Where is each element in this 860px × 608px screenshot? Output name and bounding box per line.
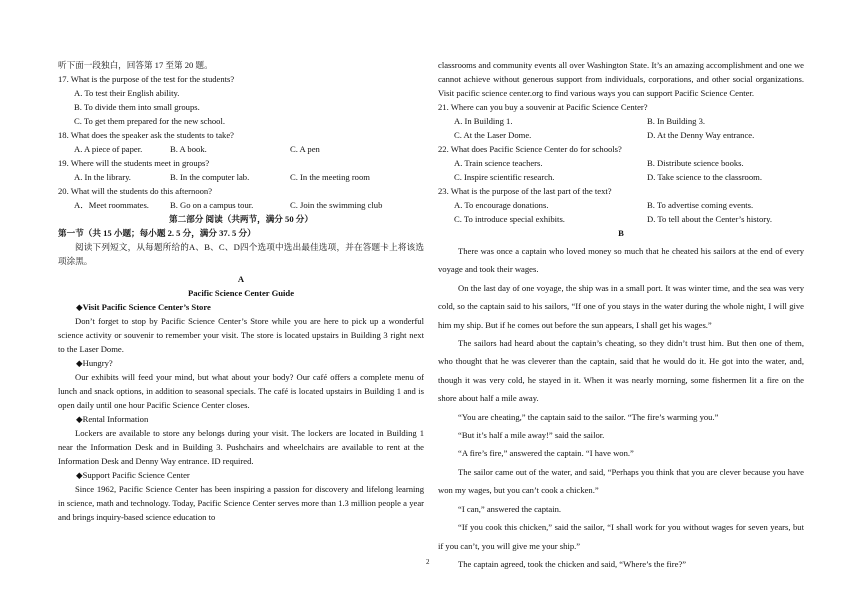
passage-b-letter: B: [618, 228, 624, 238]
store-heading: ◆Visit Pacific Science Center’s Store: [76, 302, 211, 312]
hungry-paragraph: Our exhibits will feed your mind, but what about your body? Our café offers a complete menu of lunch and snack options, in addition to seasonal specials. The café is located upstairs in Building 1 and is open daily until one hour Pacific Science Center closes.: [58, 372, 424, 410]
support-paragraph-continued: classrooms and community events all over Washington State. It’s an amazing accomplishment and one we cannot achieve without generous support from individuals, corporations, and other social organizations. Visit pacific science center.org to find various ways you can support Pacific Science Center.: [438, 60, 804, 98]
question-20-option-a: A．Meet roommates.: [74, 200, 149, 210]
question-19-option-b: B. In the computer lab.: [170, 172, 250, 182]
passage-b-paragraph-1: There was once a captain who loved money so much that he cheated his sailors at the end of every voyage and took their wages.: [438, 246, 804, 275]
question-22-option-d: D. Take science to the classroom.: [647, 172, 762, 182]
question-17-option-c: C. To get them prepared for the new school.: [74, 116, 226, 126]
passage-b-paragraph-7: The sailor came out of the water, and said, “Perhaps you think that you are clever because you have won my wages, but you can’t cook a chicken.”: [438, 466, 804, 496]
reading-instructions: 阅读下列短文，从每题所给的A、B、C、D四个选项中选出最佳选项，并在答题卡上将该选项涂黑。: [58, 242, 424, 266]
question-18-option-b: B. A book.: [170, 144, 207, 154]
page-number: 2: [426, 558, 430, 566]
rental-heading: ◆Rental Information: [76, 414, 149, 424]
rental-paragraph: Lockers are available to store any belongs during your visit. The lockers are located in Building 1 near the Information Desk and in Building 3. Pushchairs and wheelchairs are available to rent at the Information Desk and Denny Way entrance. ID required.: [58, 428, 424, 466]
store-paragraph: Don’t forget to stop by Pacific Science Center’s Store while you are here to pick up a wonderful science activity or souvenir to remember your visit. The store is located upstairs in Building 3 right next to the Laser Dome.: [58, 316, 424, 354]
left-column: [58, 58, 424, 524]
question-21-options-row-1: [438, 114, 804, 128]
hungry-heading: ◆Hungry?: [76, 358, 113, 368]
question-18-option-c: C. A pen: [290, 144, 320, 154]
passage-b-paragraph-3: The sailors had heard about the captain’s cheating, so they didn’t trust him. But then one of them, who thought that he was cleverer than the captain, said that he would do it. He got into the water, and, though it was very cold, he stayed in it. When it was nearly morning, some fishermen lit a fire on the shore about half a mile away.: [438, 338, 804, 404]
passage-b-paragraph-5: “But it’s half a mile away!” said the sailor.: [458, 430, 605, 441]
question-17-option-a: A. To test their English ability.: [74, 88, 180, 98]
question-21-option-b: B. In Building 3.: [647, 116, 706, 126]
support-heading: ◆Support Pacific Science Center: [76, 470, 190, 480]
question-22-option-c: C. Inspire scientific research.: [454, 172, 555, 182]
right-column: [438, 58, 804, 573]
question-19-option-c: C. In the meeting room: [290, 172, 370, 182]
question-22-options-row-1: [438, 156, 804, 170]
question-17-stem: 17. What is the purpose of the test for the students?: [58, 74, 235, 84]
passage-a-letter: A: [237, 274, 245, 284]
passage-b-paragraph-9: “If you cook this chicken,” said the sailor, “I shall work for you without wages for seven years, but if you can’t, you will give me your ship.”: [438, 522, 804, 551]
question-21-stem: 21. Where can you buy a souvenir at Pacific Science Center?: [438, 102, 648, 112]
passage-b-paragraph-8: “I can,” answered the captain.: [458, 503, 562, 514]
question-23-option-c: C. To introduce special exhibits.: [454, 214, 565, 224]
listening-intro: 听下面一段独白，回答第 17 至第 20 题。: [58, 60, 213, 70]
passage-b-paragraph-10: The captain agreed, took the chicken and said, “Where’s the fire?”: [458, 558, 687, 569]
question-23-stem: 23. What is the purpose of the last part of the text?: [438, 186, 612, 196]
passage-b-paragraph-2: On the last day of one voyage, the ship was in a small port. It was winter time, and the sea was very cold, so the captain said to his sailors, “If one of you stays in the water during the whole night, I will give him my ship. But if he comes out before the sun appears, I shall get his wages.”: [438, 282, 804, 330]
question-23-option-b: B. To advertise coming events.: [647, 200, 754, 210]
question-19-stem: 19. Where will the students meet in groups?: [58, 158, 210, 168]
question-22-options-row-2: [438, 170, 804, 184]
question-18-options: [58, 142, 424, 156]
question-20-options: [58, 198, 424, 212]
question-21-option-a: A. In Building 1.: [454, 116, 513, 126]
question-23-option-d: D. To tell about the Center’s history.: [647, 214, 773, 224]
question-21-options-row-2: [438, 128, 804, 142]
passage-b-paragraph-4: “You are cheating,” the captain said to the sailor. “The fire’s warming you.”: [458, 411, 719, 422]
passage-b-paragraph-6: “A fire’s fire,” answered the captain. “I have won.”: [458, 448, 634, 459]
question-22-option-b: B. Distribute science books.: [647, 158, 744, 168]
question-22-option-a: A. Train science teachers.: [454, 158, 543, 168]
question-20-option-c: C. Join the swimming club: [290, 200, 383, 210]
question-23-option-a: A. To encourage donations.: [454, 200, 549, 210]
question-21-option-d: D. At the Denny Way entrance.: [647, 130, 755, 140]
support-paragraph: Since 1962, Pacific Science Center has been inspiring a passion for discovery and lifelong learning in science, math and technology. Today, Pacific Science Center serves more than 1.3 million people a year and brings inquiry-based science education to: [58, 484, 424, 522]
question-20-option-b: B. Go on a campus tour.: [170, 200, 254, 210]
question-20-stem: 20. What will the students do this afternoon?: [58, 186, 213, 196]
question-19-option-a: A. In the library.: [74, 172, 131, 182]
question-17-option-b: B. To divide them into small groups.: [74, 102, 200, 112]
question-18-option-a: A. A piece of paper.: [74, 144, 143, 154]
question-19-options: [58, 170, 424, 184]
part-2-title: 第二部分 阅读（共两节，满分 50 分）: [169, 214, 313, 224]
question-22-stem: 22. What does Pacific Science Center do for schools?: [438, 144, 622, 154]
question-23-options-row-1: [438, 198, 804, 212]
passage-a-title: Pacific Science Center Guide: [187, 288, 295, 298]
question-21-option-c: C. At the Laser Dome.: [454, 130, 532, 140]
section-1-title: 第一节（共 15 小题；每小题 2. 5 分，满分 37. 5 分）: [58, 228, 256, 238]
question-18-stem: 18. What does the speaker ask the students to take?: [58, 130, 234, 140]
question-23-options-row-2: [438, 212, 804, 226]
